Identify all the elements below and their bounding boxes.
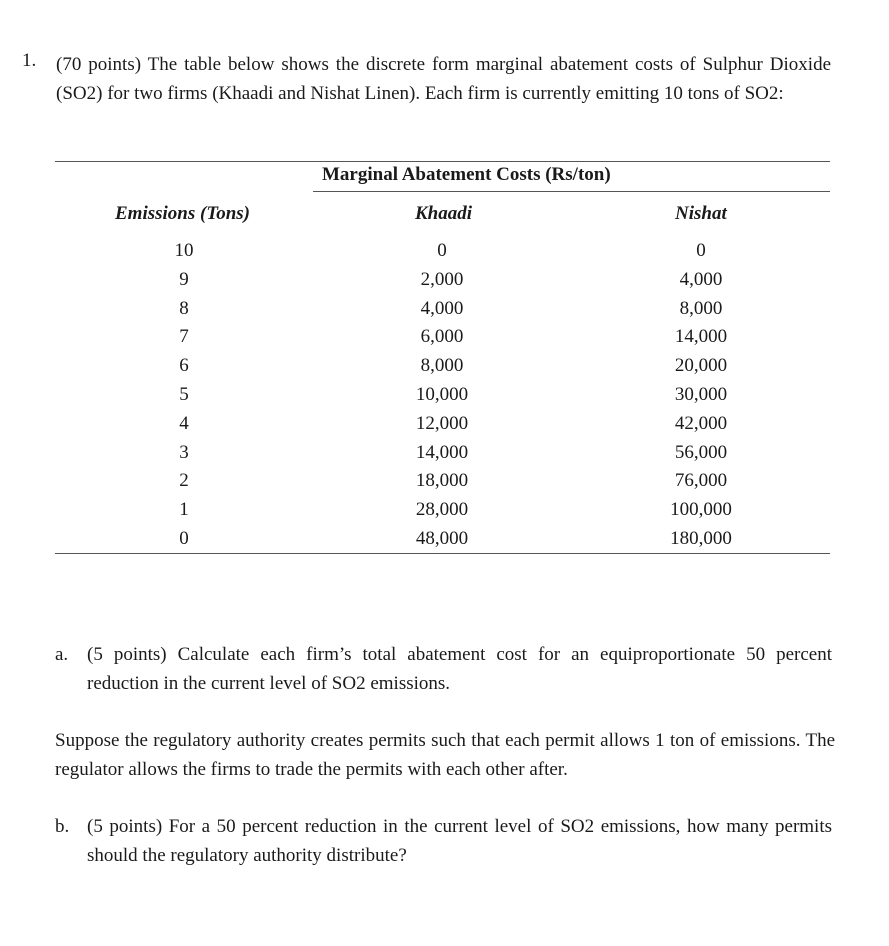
cell-khaadi: 14,000: [415, 441, 469, 463]
cell-nishat: 180,000: [670, 528, 732, 549]
cell-khaadi: 28,000: [415, 499, 469, 521]
cell-emissions: 7: [179, 326, 189, 348]
cell-khaadi: 0: [437, 240, 447, 261]
cell-nishat: 4,000: [679, 268, 723, 290]
part-b-text: (5 points) For a 50 percent reduction in the current level of SO2 emissions, how many permits should the regulatory authority distribute?: [87, 816, 832, 866]
cell-nishat: 100,000: [670, 499, 732, 521]
cell-khaadi: 2,000: [420, 268, 464, 290]
cell-nishat: 20,000: [674, 355, 728, 377]
cell-khaadi: 12,000: [415, 412, 469, 434]
permit-description: Suppose the regulatory authority creates permits such that each permit allows 1 ton of emissions. The regulator allows the firms to trade the permits with each other after.: [55, 730, 835, 780]
cell-nishat: 30,000: [674, 384, 728, 405]
question-intro: (70 points) The table below shows the discrete form marginal abatement costs of Sulphur Dioxide (SO2) for two firms (Khaadi and Nishat Linen). Each firm is currently emitting 10 tons of SO2:: [56, 54, 831, 104]
cell-emissions: 8: [179, 297, 189, 319]
part-a-text: (5 points) Calculate each firm’s total abatement cost for an equiproportionate 50 percent reduction in the current level of SO2 emissions.: [87, 644, 832, 694]
col-header-emissions: Emissions (Tons): [115, 203, 250, 224]
cell-khaadi: 18,000: [415, 470, 469, 492]
cell-emissions: 1: [179, 499, 189, 521]
cell-khaadi: 4,000: [420, 297, 464, 319]
cell-nishat: 0: [696, 240, 706, 261]
cell-khaadi: 8,000: [420, 355, 464, 377]
col-header-nishat: Nishat: [675, 203, 727, 224]
part-b-label: b.: [55, 816, 70, 837]
table-bottom-rule: [55, 553, 830, 554]
cell-emissions: 3: [179, 441, 189, 463]
cell-emissions: 5: [179, 384, 189, 405]
cell-nishat: 8,000: [679, 297, 723, 319]
cell-emissions: 9: [179, 268, 189, 290]
col-header-khaadi: Khaadi: [415, 203, 473, 224]
cell-emissions: 2: [179, 470, 189, 492]
cell-khaadi: 10,000: [415, 384, 469, 405]
cell-khaadi: 6,000: [420, 326, 464, 348]
table-group-header: Marginal Abatement Costs (Rs/ton): [322, 164, 611, 185]
cell-khaadi: 48,000: [415, 528, 469, 549]
cell-nishat: 76,000: [674, 470, 728, 492]
question-number: 1.: [22, 50, 37, 71]
cell-nishat: 42,000: [674, 412, 728, 434]
cell-nishat: 56,000: [674, 441, 728, 463]
cell-emissions: 0: [179, 528, 189, 549]
table-group-rule: [313, 191, 830, 192]
cell-emissions: 6: [179, 355, 189, 377]
cell-emissions: 10: [174, 240, 194, 261]
cell-nishat: 14,000: [674, 326, 728, 348]
part-a-label: a.: [55, 644, 69, 665]
cell-emissions: 4: [179, 412, 189, 434]
table-top-rule: [55, 161, 830, 162]
